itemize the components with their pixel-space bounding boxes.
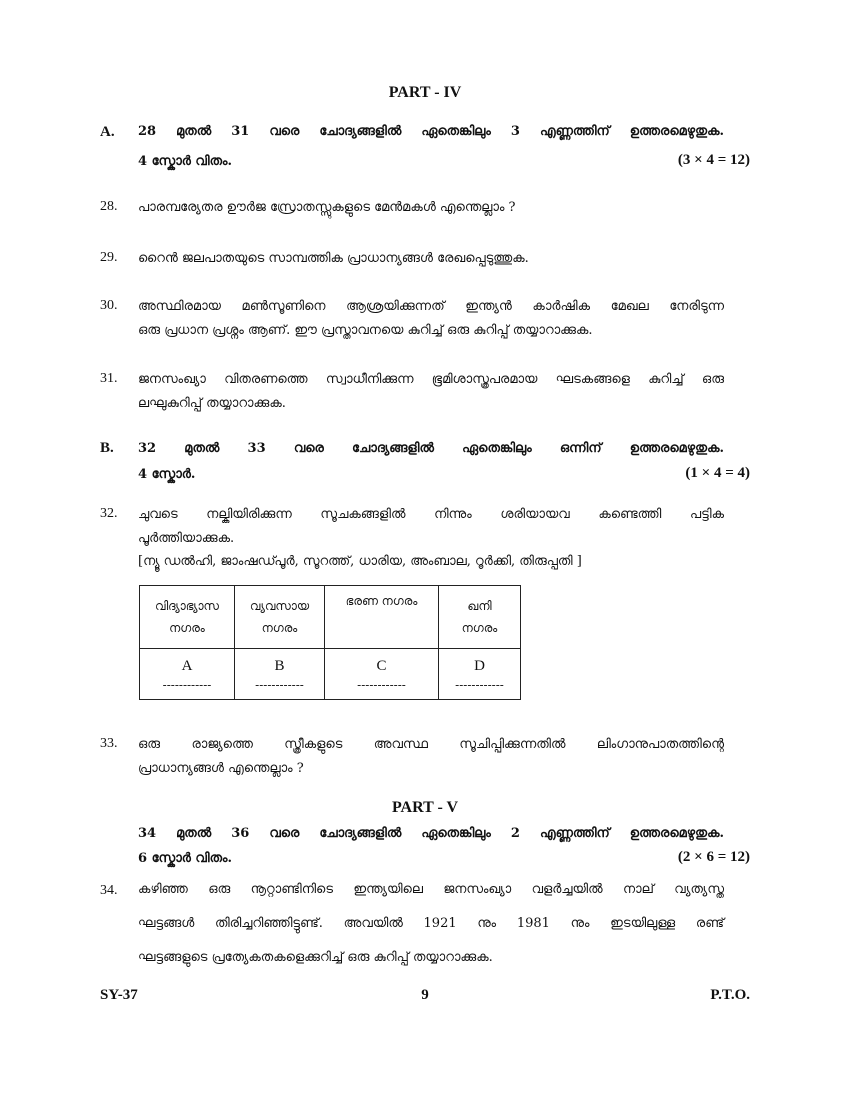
section-b-marks: (1 × 4 = 4)	[685, 465, 750, 481]
footer-code: SY-37	[100, 987, 138, 1003]
cell-letter: B	[274, 658, 285, 674]
section-b-letter: B.	[100, 440, 114, 456]
question-34-line2: ഘട്ടങ്ങൾ തിരിച്ചറിഞ്ഞിട്ടുണ്ട്. അവയിൽ 1921 നും 1981 നും ഇടയിലുള്ള രണ്ട്	[138, 916, 724, 931]
question-32-line1: ചുവടെ നല്കിയിരിക്കുന്ന സൂചകങ്ങളിൽ നിന്നും ശരിയായവ കണ്ടെത്തി പട്ടിക	[138, 507, 724, 522]
header-line: വിദ്യാഭ്യാസ	[155, 599, 219, 613]
cell-letter: A	[181, 658, 193, 674]
table-header-cell	[439, 586, 521, 649]
table-cell	[140, 649, 235, 700]
footer-pto: P.T.O.	[710, 987, 750, 1003]
header-line: ഭരണ നഗരം	[345, 594, 418, 608]
header-line: ഖനി	[467, 599, 492, 613]
section-b-instruction: 32 മുതൽ 33 വരെ ചോദ്യങ്ങളിൽ ഏതെങ്കിലും ഒന്നിന് ഉത്തരമെഴുതുക.	[138, 441, 724, 456]
question-34-text	[138, 873, 724, 975]
question-32-text	[138, 503, 724, 551]
section-a-instruction: 28 മുതൽ 31 വരെ ചോദ്യങ്ങളിൽ ഏതെങ്കിലും 3 എണ്ണത്തിന് ഉത്തരമെഴുതുക.	[138, 124, 724, 139]
section-a-marks: (3 × 4 = 12)	[677, 152, 750, 168]
section-a-score: 4 സ്കോർ വിതം.	[138, 154, 233, 169]
table-header-cell	[140, 586, 235, 649]
table-cell	[325, 649, 439, 700]
part-v-score: 6 സ്കോർ വിതം.	[138, 851, 233, 866]
table-header-cell	[235, 586, 325, 649]
table-cell	[439, 649, 521, 700]
cell-letter: D	[474, 658, 485, 674]
question-32-options: [ന്യൂ ഡൽഹി, ജാംഷഡ്പൂർ, സൂറത്ത്, ധാരിയ, അംബാല, റൂർക്കി, തിരുപ്പതി ]	[138, 554, 582, 569]
question-number: 32.	[100, 506, 118, 521]
question-30-line1: അസ്ഥിരമായ മൺസൂണിനെ ആശ്രയിക്കുന്നത് ഇന്ത്യൻ കാർഷിക മേഖല നേരിടുന്ന	[138, 299, 724, 314]
question-30-line2: ഒരു പ്രധാന പ്രശ്നം ആണ്. ഈ പ്രസ്താവനയെ കുറിച്ച് ഒരു കുറിപ്പ് തയ്യാറാക്കുക.	[138, 323, 593, 338]
question-33-text	[138, 733, 724, 781]
header-line: നഗരം	[261, 621, 298, 635]
page-number: 9	[421, 987, 429, 1003]
table-header-cell	[325, 586, 439, 649]
question-number: 33.	[100, 736, 118, 751]
question-31-text	[138, 368, 724, 416]
question-28-text: പാരമ്പര്യേതര ഊർജ സ്രോതസ്സുകളുടെ മേൻമകൾ എന്തെല്ലാം ?	[138, 200, 516, 215]
question-number: 28.	[100, 199, 118, 214]
question-number: 31.	[100, 371, 118, 386]
question-34-line1: കഴിഞ്ഞ ഒരു നൂറ്റാണ്ടിനിടെ ഇന്ത്യയിലെ ജനസംഖ്യാ വളർച്ചയിൽ നാല് വ്യത്യസ്ത	[138, 882, 724, 897]
header-line: വ്യവസായ	[249, 599, 310, 613]
table-cell	[235, 649, 325, 700]
header-line: നഗരം	[169, 621, 205, 635]
table-header-row	[140, 586, 521, 649]
question-32-line2: പൂർത്തിയാക്കുക.	[138, 531, 235, 546]
cell-blank: ------------	[455, 678, 504, 692]
question-33-line1: ഒരു രാജ്യത്തെ സ്ത്രീകളുടെ അവസ്ഥ സൂചിപ്പിക്കുന്നതിൽ ലിംഗാനുപാതത്തിന്റെ	[138, 737, 724, 752]
cell-blank: ------------	[162, 678, 212, 692]
table-row	[140, 649, 521, 700]
question-34-line3: ഘട്ടങ്ങളുടെ പ്രത്യേകതകളെക്കുറിച്ച് ഒരു കുറിപ്പ് തയ്യാറാക്കുക.	[138, 950, 493, 965]
cell-letter: C	[376, 658, 387, 674]
header-line: നഗരം	[461, 621, 498, 635]
question-31-line1: ജനസംഖ്യാ വിതരണത്തെ സ്വാധീനിക്കുന്ന ഭൂമിശാസ്ത്രപരമായ ഘടകങ്ങളെ കുറിച്ച് ഒരു	[138, 372, 724, 387]
question-number: 34.	[100, 883, 118, 898]
cell-blank: ------------	[357, 678, 406, 692]
part-v-title: PART - V	[391, 799, 459, 816]
question-number: 29.	[100, 250, 118, 265]
answer-table	[139, 585, 521, 700]
part-iv-title: PART - IV	[388, 84, 462, 101]
section-b-score: 4 സ്കോർ.	[138, 467, 196, 482]
question-30-text	[138, 295, 724, 343]
part-v-instruction: 34 മുതൽ 36 വരെ ചോദ്യങ്ങളിൽ ഏതെങ്കിലും 2 എണ്ണത്തിന് ഉത്തരമെഴുതുക.	[138, 826, 724, 841]
part-v-marks: (2 × 6 = 12)	[677, 849, 750, 865]
question-number: 30.	[100, 298, 118, 313]
question-31-line2: ലഘുകുറിപ്പ് തയ്യാറാക്കുക.	[138, 396, 286, 411]
cell-blank: ------------	[255, 678, 304, 692]
question-29-text: റൈൻ ജലപാതയുടെ സാമ്പത്തിക പ്രാധാന്യങ്ങൾ രേഖപ്പെടുത്തുക.	[138, 251, 529, 266]
question-33-line2: പ്രാധാന്യങ്ങൾ എന്തെല്ലാം ?	[138, 761, 304, 776]
section-a-letter: A.	[100, 124, 115, 140]
